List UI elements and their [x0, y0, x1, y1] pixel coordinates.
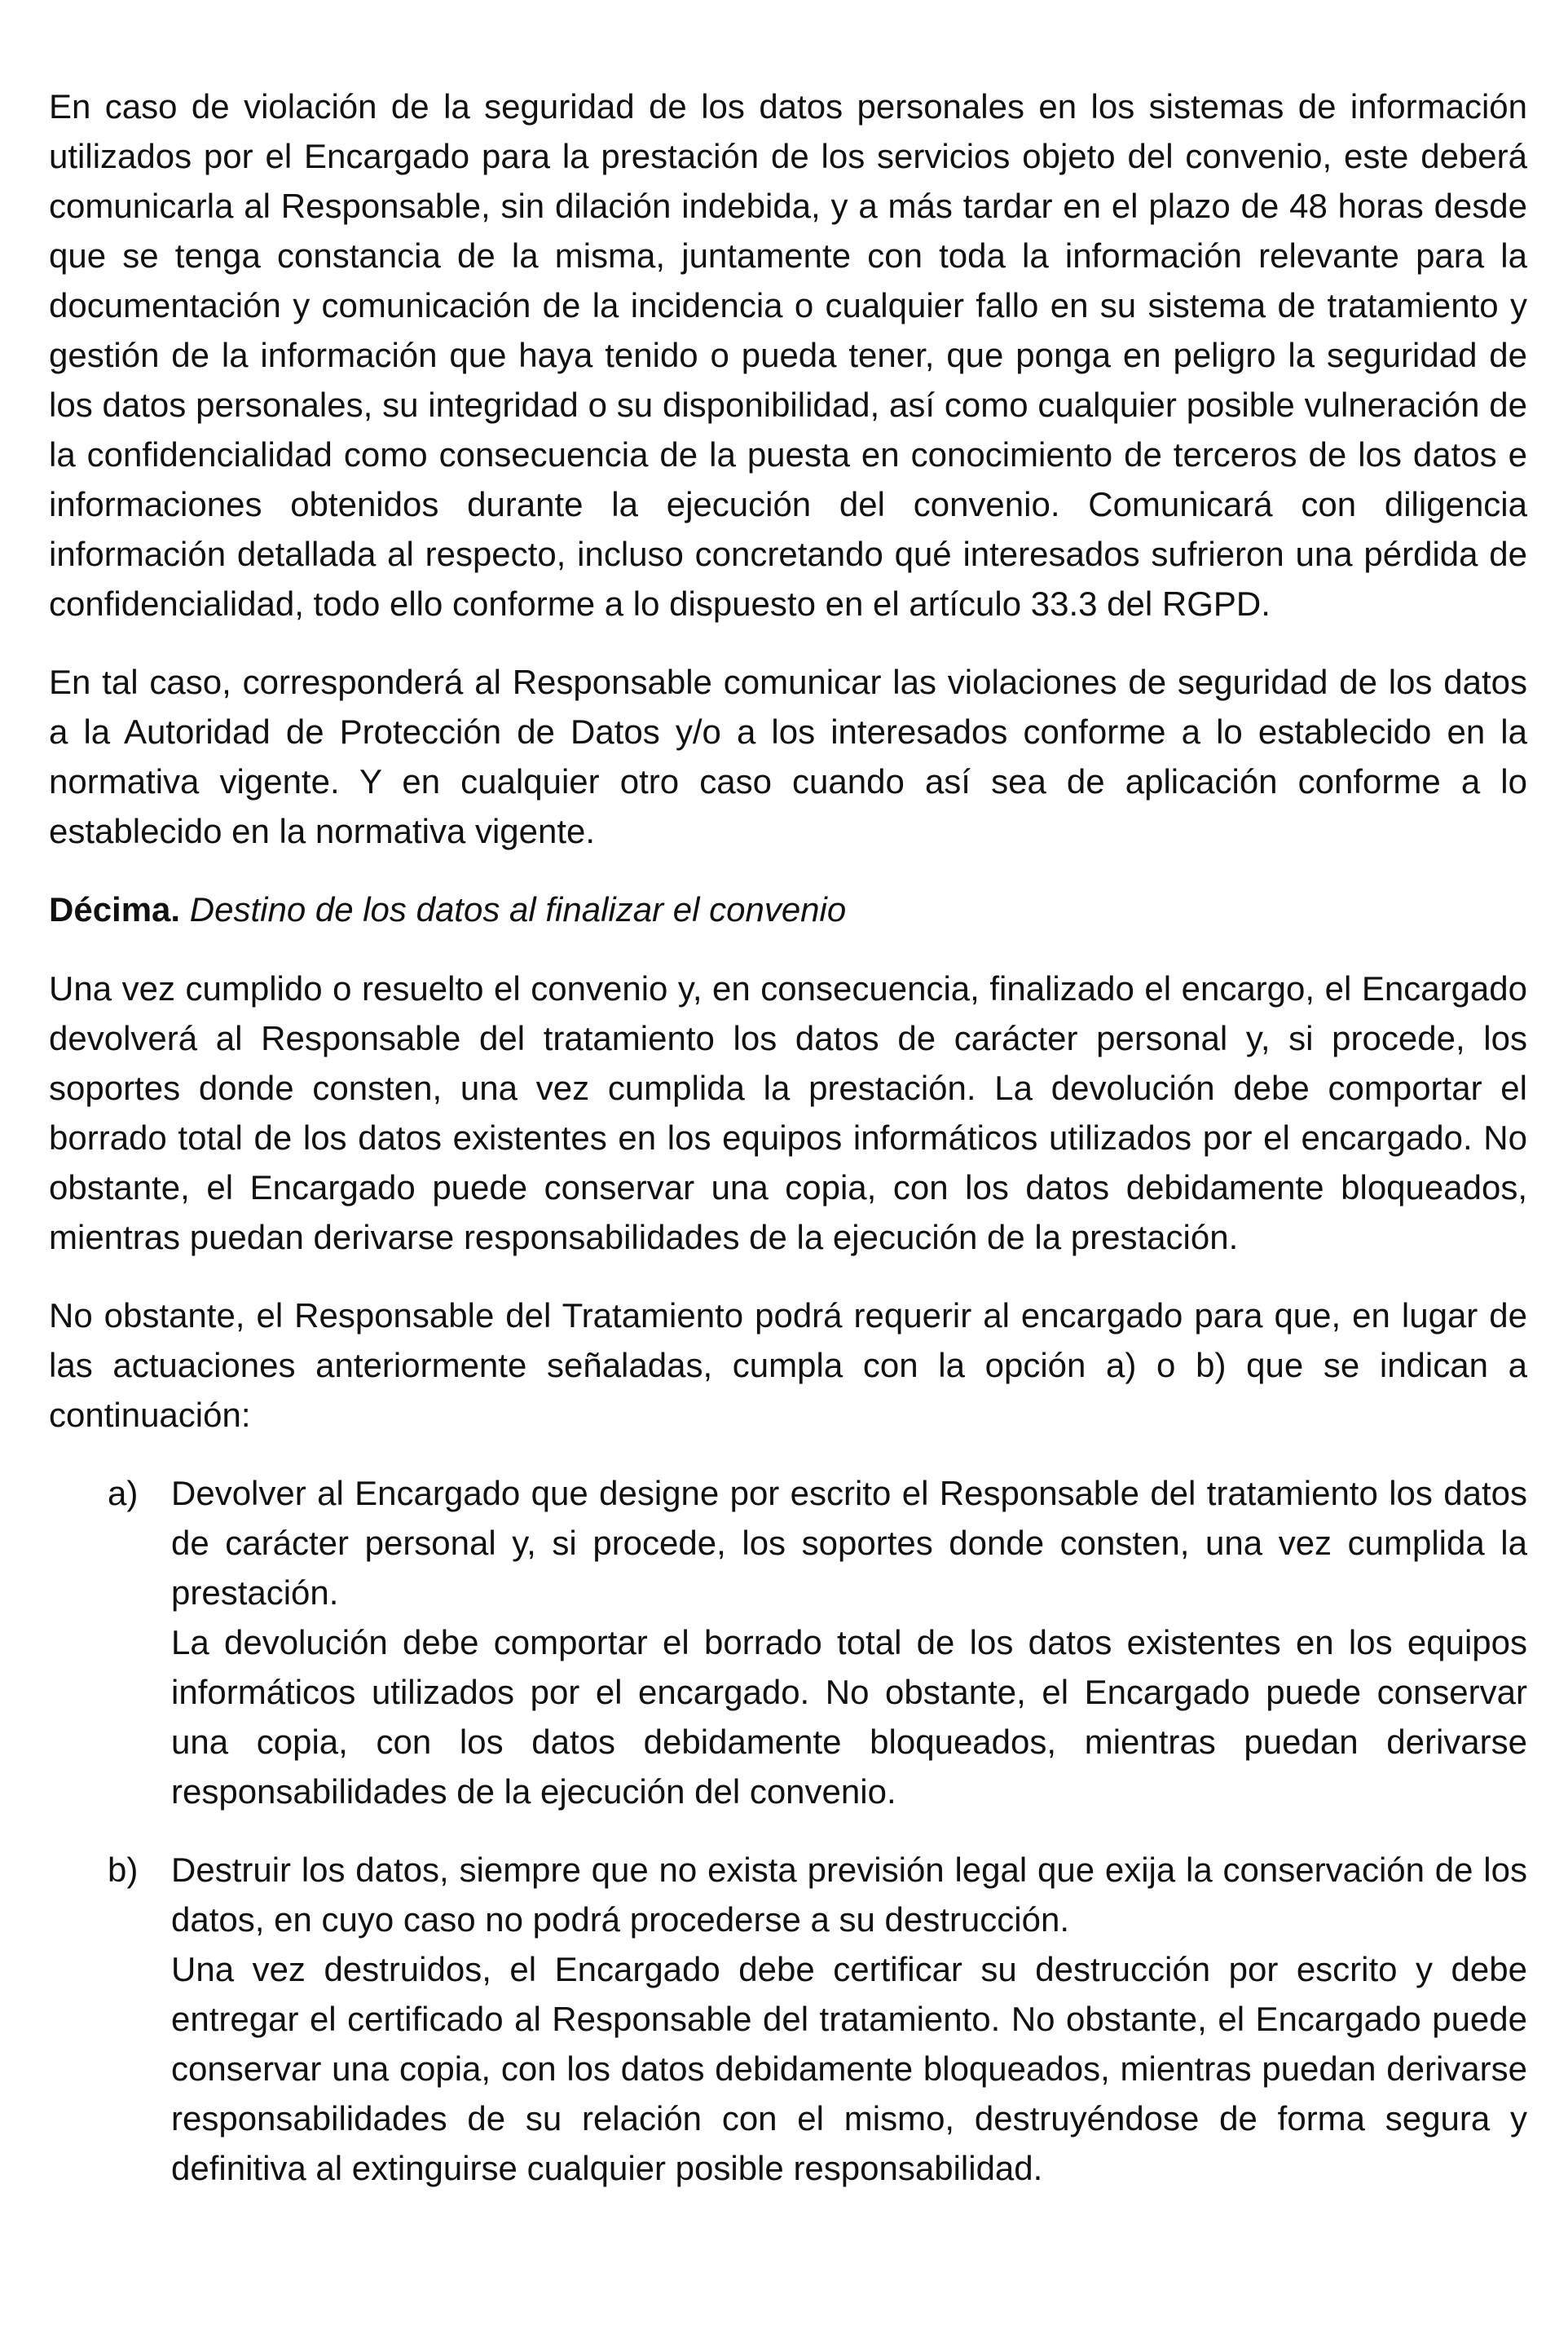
list-item-option-a [49, 1468, 1527, 1816]
paragraph-security-breach: En caso de violación de la seguridad de los datos personales en los sistemas de información utilizados por el Encargado para la prestación de los servicios objeto del convenio, este deberá comunicarla al Responsable, sin dilación indebida, y a más tardar en el plazo de 48 horas desde que se tenga constancia de la misma, juntamente con toda la información relevante para la documentación y comunicación de la incidencia o cualquier fallo en su sistema de tratamiento y gestión de la información que haya tenido o pueda tener, que ponga en peligro la seguridad de los datos personales, su integridad o su disponibilidad, así como cualquier posible vulneración de la confidencialidad como consecuencia de la puesta en conocimiento de terceros de los datos e informaciones obtenidos durante la ejecución del convenio. Comunicará con diligencia información detallada al respecto, incluso concretando qué interesados sufrieron una pérdida de confidencialidad, todo ello conforme a lo dispuesto en el artículo 33.3 del RGPD. [49, 87, 1527, 623]
paragraph-authority-notification: En tal caso, corresponderá al Responsable comunicar las violaciones de seguridad de los datos a la Autoridad de Protección de Datos y/o a los interesados conforme a lo establecido en la normativa vigente. Y en cualquier otro caso cuando así sea de aplicación conforme a lo establecido en la normativa vigente. [49, 663, 1527, 850]
option-a-detail: La devolución debe comportar el borrado total de los datos existentes en los equipos informáticos utilizados por el encargado. No obstante, el Encargado puede conservar una copia, con los datos debidamente bloqueados, mientras puedan derivarse responsabilidades de la ejecución del convenio. [171, 1623, 1527, 1811]
paragraph-options-intro: No obstante, el Responsable del Tratamiento podrá requerir al encargado para que, en lugar de las actuaciones anteriormente señaladas, cumpla con la opción a) o b) que se indican a continuación: [49, 1296, 1527, 1434]
section-heading [49, 885, 1527, 934]
document-page [49, 82, 1527, 2221]
list-item-option-b [49, 1845, 1527, 2193]
paragraph-data-return: Una vez cumplido o resuelto el convenio y, en consecuencia, finalizado el encargo, el Encargado devolverá al Responsable del tratamiento los datos de carácter personal y, si procede, los soportes donde consten, una vez cumplida la prestación. La devolución debe comportar el borrado total de los datos existentes en los equipos informáticos utilizados por el encargado. No obstante, el Encargado puede conservar una copia, con los datos debidamente bloqueados, mientras puedan derivarse responsabilidades de la ejecución de la prestación. [49, 969, 1527, 1256]
section-number: Décima. [49, 890, 181, 929]
list-marker-a: a) [108, 1474, 139, 1512]
option-a-text: Devolver al Encargado que designe por escrito el Responsable del tratamiento los datos de carácter personal y, si procede, los soportes donde consten, una vez cumplida la prestación. [171, 1474, 1527, 1612]
option-b-text: Destruir los datos, siempre que no exista previsión legal que exija la conservación de los datos, en cuyo caso no podrá procederse a su destrucción. [171, 1851, 1527, 1939]
list-marker-b: b) [108, 1851, 139, 1889]
section-title: Destino de los datos al finalizar el convenio [189, 890, 847, 929]
option-b-detail: Una vez destruidos, el Encargado debe certificar su destrucción por escrito y debe entregar el certificado al Responsable del tratamiento. No obstante, el Encargado puede conservar una copia, con los datos debidamente bloqueados, mientras puedan derivarse responsabilidades de su relación con el mismo, destruyéndose de forma segura y definitiva al extinguirse cualquier posible responsabilidad. [171, 1950, 1527, 2187]
